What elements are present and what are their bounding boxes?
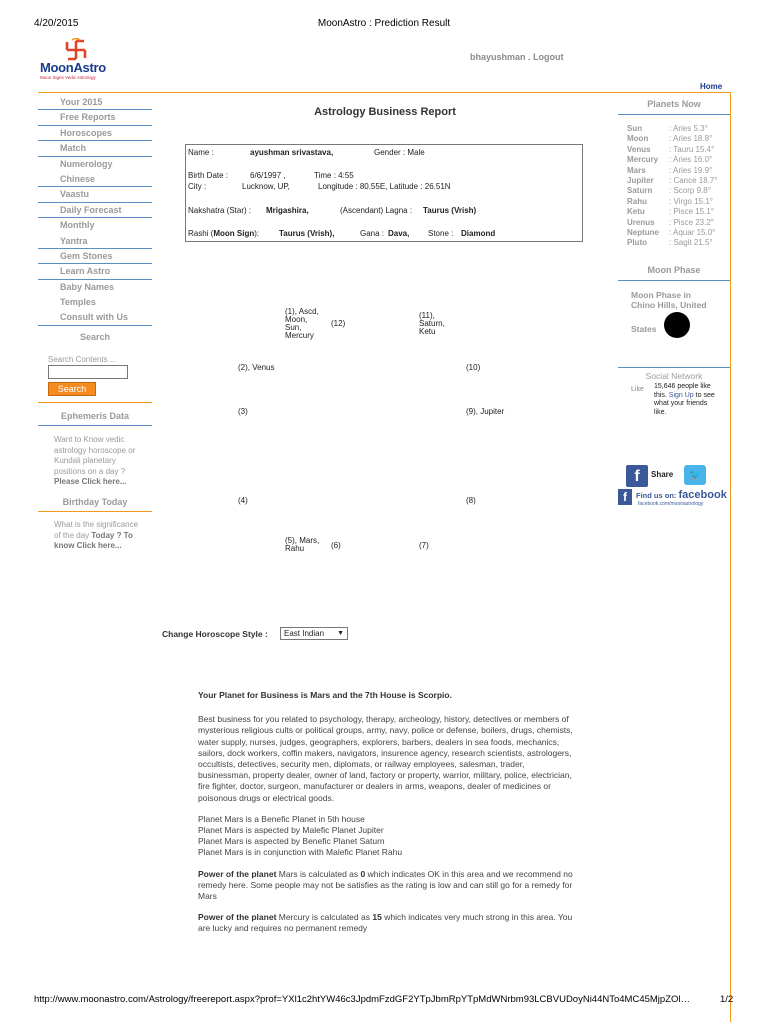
- planets-now-heading: Planets Now: [647, 99, 701, 109]
- planet-row: Pluto : Sagit 21.5°: [627, 238, 713, 248]
- search-divider: [38, 402, 152, 403]
- planet-row: Saturn : Scorp 9.8°: [627, 186, 711, 196]
- aspect-list: Planet Mars is a Benefic Planet in 5th house Planet Mars is aspected by Malefic Planet Jupiter Planet Mars is aspected by Benefic Planet Saturn Planet Mars is in conjunction with Malefic Planet Rahu: [198, 813, 403, 858]
- nav-baby-names[interactable]: Baby Names: [60, 281, 115, 292]
- chart-house-9: (9), Jupiter: [466, 407, 505, 416]
- report-title: Astrology Business Report: [314, 106, 456, 118]
- brand-tagline: Moon Signs Vedic Astrology: [40, 75, 96, 80]
- stone-label: Stone :: [428, 229, 454, 238]
- chart-house-4: (4): [238, 496, 248, 505]
- print-date: 4/20/2015: [34, 18, 79, 29]
- gana-label: Gana :: [360, 229, 385, 238]
- chevron-down-icon: ▼: [337, 630, 344, 637]
- nav-match[interactable]: Match: [38, 141, 152, 156]
- power-mercury: Power of the planet Mercury is calculated as 15 which indicates very much strong in this area. You are lucky and requires no permanent remedy: [198, 912, 573, 934]
- chart-house-2: (2), Venus: [238, 363, 275, 372]
- lagna-label: (Ascendant) Lagna :: [340, 206, 413, 215]
- planet-row: Mars : Aries 19.9°: [627, 165, 713, 175]
- birthday-divider: [38, 511, 152, 512]
- nav-vaastu[interactable]: Vaastu: [38, 187, 152, 202]
- right-divider: [730, 92, 731, 1022]
- nakshatra-value: Mrigashira,: [266, 206, 309, 215]
- facebook-small-icon[interactable]: f: [618, 489, 632, 505]
- ephemeris-text: Want to Know vedic astrology horoscope or Kundali planetary positions on a day ? Please Click here...: [54, 435, 136, 486]
- planet-row: Jupiter : Cance 18.7°: [627, 176, 718, 186]
- time-value: Time : 4:55: [314, 171, 354, 180]
- nav-yantra[interactable]: Yantra: [38, 234, 152, 249]
- dob-value: 6/6/1997 ,: [250, 171, 286, 180]
- horoscope-style-label: Change Horoscope Style :: [162, 629, 268, 639]
- top-divider: [38, 92, 731, 93]
- nav-gem-stones[interactable]: Gem Stones: [38, 249, 152, 264]
- facebook-share-icon[interactable]: f: [626, 465, 648, 487]
- signup-link[interactable]: Sign Up: [668, 391, 694, 399]
- facebook-url[interactable]: facebook.com/moonastrology: [638, 501, 704, 507]
- twitter-icon[interactable]: 🐦: [684, 465, 706, 485]
- share-label[interactable]: Share: [651, 470, 674, 479]
- nav-numerology[interactable]: Numerology: [60, 158, 113, 169]
- birthday-link-today[interactable]: Today ? To: [91, 530, 133, 540]
- print-title: MoonAstro : Prediction Result: [317, 18, 451, 29]
- birthday-link-know[interactable]: know Click here...: [54, 541, 122, 550]
- swastika-logo-icon: [62, 38, 90, 62]
- stone-value: Diamond: [461, 229, 496, 238]
- nav-temples[interactable]: Temples: [60, 297, 96, 308]
- nav-consult[interactable]: Consult with Us: [38, 310, 152, 325]
- ephemeris-divider: [38, 425, 152, 426]
- ephemeris-link[interactable]: Please Click here...: [54, 477, 127, 486]
- like-count-text: 15,646 people like this. Sign Up to see what your friends like.: [654, 383, 715, 416]
- moon-phase-text: Moon Phase in Chino Hills, United States: [631, 290, 707, 334]
- moonastro-logo[interactable]: [36, 38, 116, 82]
- rashi-label: Rashi (Moon Sign):: [188, 229, 260, 238]
- name-value: ayushman srivastava,: [250, 148, 334, 157]
- planet-row: Rahu : Virgo 15.1°: [627, 196, 713, 206]
- nav-monthly[interactable]: Monthly: [60, 220, 95, 231]
- nav-horoscopes[interactable]: Horoscopes: [38, 126, 152, 141]
- planet-row: Ketu : Pisce 15.1°: [627, 207, 714, 217]
- nav-free-reports[interactable]: Free Reports: [38, 110, 152, 125]
- name-label: Name :: [188, 148, 214, 157]
- chart-house-12: (12): [331, 319, 346, 328]
- moon-phase-heading: Moon Phase: [647, 265, 701, 275]
- search-input[interactable]: [48, 365, 128, 379]
- planets-list: [627, 124, 718, 249]
- birthday-heading: Birthday Today: [62, 497, 128, 507]
- user-links: [470, 52, 564, 62]
- planet-row: Venus : Tauru 15.4°: [627, 144, 715, 154]
- planets-divider: [618, 114, 730, 115]
- nav-daily-forecast[interactable]: Daily Forecast: [38, 203, 152, 218]
- print-url: http://www.moonastro.com/Astrology/freereport.aspx?prof=YXl1c2htYW46c3JpdmFzdGF2YTpJbmRpYTpMdWNrbm93LCBVUDoyNi44NTo4MC45MjpZOl…: [34, 994, 691, 1005]
- nav-chinese[interactable]: Chinese: [38, 172, 152, 187]
- city-value: Lucknow, UP,: [242, 182, 290, 191]
- chart-house-8: (8): [466, 496, 476, 505]
- business-report: [198, 690, 578, 945]
- moon-divider: [618, 280, 730, 281]
- planet-row: Moon : Aries 18.8°: [627, 134, 713, 144]
- print-page-number: 1/2: [720, 994, 734, 1005]
- search-heading: Search: [79, 332, 111, 342]
- birthday-text: What is the significance of the day Today ? To know Click here...: [54, 520, 139, 550]
- home-link[interactable]: Home: [700, 82, 723, 91]
- birth-details-box: [185, 144, 583, 242]
- city-label: City :: [188, 182, 207, 191]
- report-paragraph: Best business for you related to psychology, therapy, archeology, history, detectives or members of mysterious religious cults or political groups, army, navy, police or defense, boilers, drugs, chemists, water supply, nurses, judges, geographers, explorers, barbers, dealers in sea foods, mechanics, sailors, dock workers, coffin makers, navigators, insurence agency, research scientists, astrologers, occultists, detectives, security men, diplomats, or railway employees, salesman, trader, businessman, property dealer, owner of land, factory or property, warrior, military, police, electrician, fire fighter, doctor, surgeon, manufacturer or dealers in arms, weapons, dealer of medicines or poisonous drugs or electrical goods.: [198, 714, 573, 803]
- planet-row: Neptune : Aquar 15.0°: [627, 228, 716, 238]
- planet-row: Mercury : Aries 16.0°: [627, 155, 713, 165]
- nav-your-2015[interactable]: Your 2015: [38, 95, 152, 110]
- coords-value: Longitude : 80.55E, Latitude : 26.51N: [318, 182, 451, 191]
- social-divider: [618, 367, 730, 368]
- search-label: Search Contents ...: [48, 355, 117, 364]
- like-button[interactable]: Like: [631, 386, 644, 393]
- planet-row: Sun : Aries 5.3°: [627, 124, 708, 133]
- nav-learn-astro[interactable]: Learn Astro: [38, 264, 152, 279]
- username-link[interactable]: bhayushman: [470, 52, 526, 62]
- gender-value: Gender : Male: [374, 148, 425, 157]
- chart-house-7: (7): [419, 541, 429, 550]
- dob-label: Birth Date :: [188, 171, 229, 180]
- chart-house-10: (10): [466, 363, 481, 372]
- moon-phase-icon: [664, 312, 690, 338]
- chart-house-11: (11), Saturn, Ketu: [419, 311, 445, 336]
- find-us-facebook[interactable]: Find us on: facebook: [636, 489, 727, 501]
- user-sep: .: [528, 52, 531, 62]
- nakshatra-label: Nakshatra (Star) :: [188, 206, 252, 215]
- ephemeris-heading: Ephemeris Data: [60, 411, 130, 421]
- chart-house-6: (6): [331, 541, 341, 550]
- chart-house-3: (3): [238, 407, 248, 416]
- chart-house-5: (5), Mars, Rahu: [285, 536, 320, 553]
- chart-house-1: (1), Ascd, Moon, Sun, Mercury: [285, 307, 319, 340]
- rashi-value: Taurus (Vrish),: [279, 229, 335, 238]
- planet-row: Urenus : Pisce 23.2°: [627, 217, 714, 227]
- brand-name: MoonAstro: [40, 60, 106, 75]
- gana-value: Dava,: [388, 229, 410, 238]
- left-nav: [38, 95, 152, 326]
- lagna-value: Taurus (Vrish): [423, 206, 477, 215]
- logout-link[interactable]: Logout: [533, 52, 564, 62]
- search-button[interactable]: Search: [48, 382, 96, 396]
- social-heading: Social Network: [645, 371, 703, 381]
- horoscope-style-select[interactable]: East Indian ▼: [280, 627, 348, 640]
- power-mars: Power of the planet Mars is calculated as 0 which indicates OK in this area and we recommend no remedy here. Some people may not be satisfies as the rating is low and can still go for a remedy for Mars: [198, 868, 573, 902]
- report-headline: Your Planet for Business is Mars and the 7th House is Scorpio.: [198, 690, 452, 700]
